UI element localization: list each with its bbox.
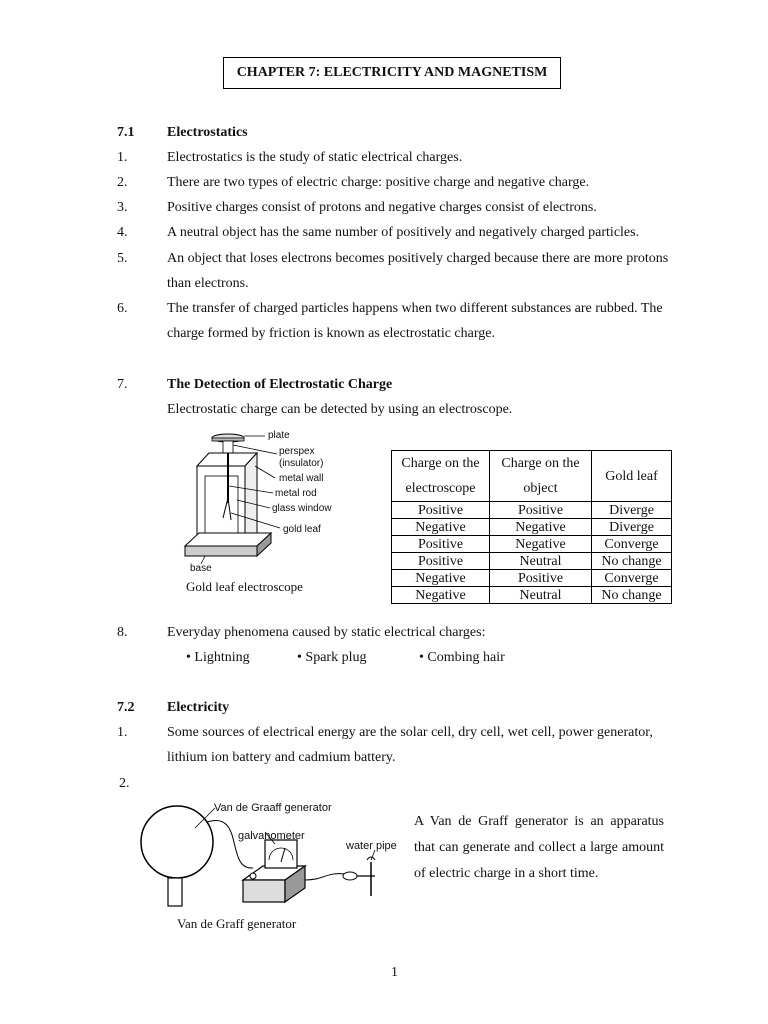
table-cell: Negative [392,587,490,604]
table-row [392,519,672,536]
table-row [392,587,672,604]
table-cell: No change [592,587,672,604]
table-cell: Positive [392,502,490,519]
item-text-continued: lithium ion battery and cadmium battery. [167,750,396,765]
label-perspex: perspex [279,446,315,457]
chapter-title: CHAPTER 7: ELECTRICITY AND MAGNETISM [223,57,561,89]
label-van-de-graaff-generator: Van de Graaff generator [214,802,332,814]
item-text-continued: charge formed by friction is known as electrostatic charge. [167,326,495,341]
item-text: Some sources of electrical energy are the solar cell, dry cell, wet cell, power generator, [167,725,653,740]
label-metal-rod: metal rod [275,488,317,499]
phenomenon-combing-hair: • Combing hair [419,650,505,665]
label-plate: plate [268,430,290,441]
table-cell: Positive [392,553,490,570]
header-line: object [523,481,558,496]
table-cell: Positive [490,570,592,587]
phenomenon-spark-plug: • Spark plug [297,650,367,665]
header-line: Gold leaf [605,468,658,484]
table-cell: Negative [490,536,592,553]
table-cell: Converge [592,570,672,587]
column-header [490,451,592,502]
label-galvanometer: galvanometer [238,830,305,842]
table-cell: Neutral [490,587,592,604]
label-glass-window: glass window [272,503,332,514]
van-de-graaff-description: A Van de Graff generator is an apparatus that can generate and collect a large amount of electric charge in a short time. [414,814,664,881]
label-base: base [190,563,212,574]
header-line: electroscope [405,481,476,496]
page-number: 1 [391,965,398,980]
table-cell: Negative [392,570,490,587]
label-metal-wall: metal wall [279,473,324,484]
electroscope-caption: Gold leaf electroscope [186,579,303,594]
section-number-7-1: 7.1 [117,125,135,140]
item-text: There are two types of electric charge: positive charge and negative charge. [167,175,590,190]
section-number-7-2: 7.2 [117,700,135,715]
item-number: 2. [119,776,130,791]
item-number: 5. [117,251,128,266]
section-heading-electrostatics: Electrostatics [167,125,248,140]
detection-text: Electrostatic charge can be detected by using an electroscope. [167,402,513,417]
table-row [392,553,672,570]
item-text: A neutral object has the same number of positively and negatively charged particles. [167,225,640,240]
van-de-graaff-diagram [135,800,405,915]
detection-heading: The Detection of Electrostatic Charge [167,377,393,392]
label-gold-leaf: gold leaf [283,524,321,535]
table-header-row [392,451,672,502]
section-heading-electricity: Electricity [167,700,230,715]
table-cell: Positive [490,502,592,519]
table-cell: No change [592,553,672,570]
van-de-graaff-caption: Van de Graff generator [177,916,297,931]
item-number: 2. [117,175,128,190]
column-header [592,451,672,502]
phenomena-text: Everyday phenomena caused by static electrical charges: [167,625,486,640]
table-row [392,536,672,553]
table-cell: Neutral [490,553,592,570]
label-water-pipe: water pipe [346,840,397,852]
column-header [392,451,490,502]
item-text: Positive charges consist of protons and negative charges consist of electrons. [167,200,597,215]
item-text-continued: than electrons. [167,276,249,291]
item-number: 4. [117,225,128,240]
table-row [392,570,672,587]
item-text: Electrostatics is the study of static electrical charges. [167,150,463,165]
item-text: The transfer of charged particles happens when two different substances are rubbed. The [167,301,663,316]
header-line: Charge on the [401,456,480,471]
table-cell: Negative [392,519,490,536]
item-number: 1. [117,150,128,165]
table-cell: Negative [490,519,592,536]
header-line: Charge on the [501,456,580,471]
table-cell: Diverge [592,502,672,519]
item-number: 3. [117,200,128,215]
phenomenon-lightning: • Lightning [186,650,250,665]
item-number: 7. [117,377,128,392]
table-cell: Diverge [592,519,672,536]
charge-table [391,450,672,604]
table-row [392,502,672,519]
item-number: 6. [117,301,128,316]
table-cell: Positive [392,536,490,553]
item-text: An object that loses electrons becomes positively charged because there are more protons [167,251,669,266]
label-insulator: (insulator) [279,458,324,469]
item-number: 8. [117,625,128,640]
item-number: 1. [117,725,128,740]
table-cell: Converge [592,536,672,553]
